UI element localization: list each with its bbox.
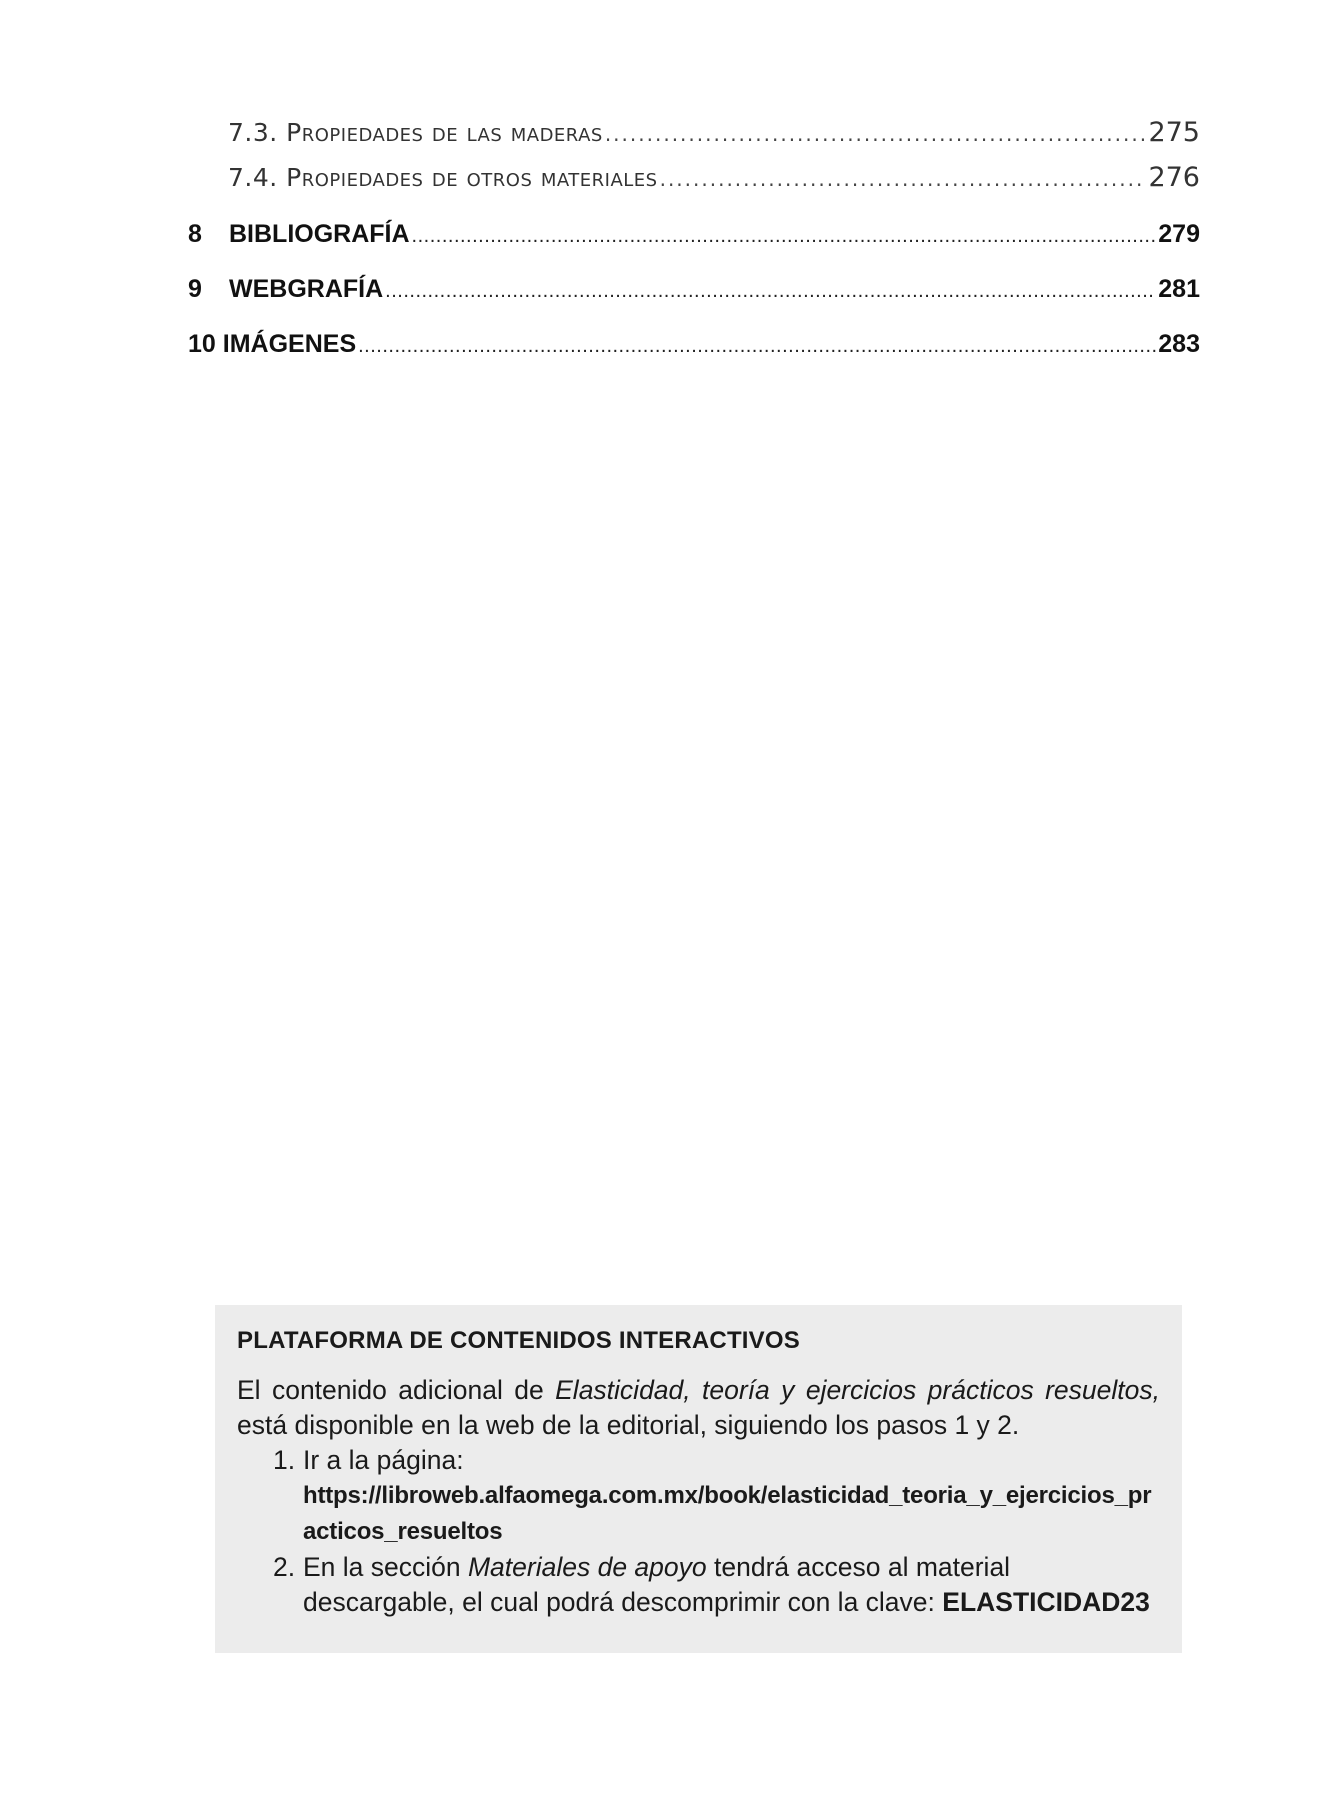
toc-chapter-number: 9 (188, 275, 202, 303)
step-number: 2. (273, 1552, 296, 1582)
toc-chapter-label: BIBLIOGRAFÍA (229, 220, 410, 248)
toc-entry-label: Propiedades de las maderas (286, 118, 603, 147)
toc-chapter-bibliografia[interactable] (188, 220, 1200, 249)
step-number: 1. (273, 1445, 296, 1475)
toc-chapter-label: IMÁGENES (222, 330, 357, 358)
step-2 (237, 1550, 1160, 1620)
toc-page-number: 283 (1158, 330, 1200, 358)
toc-dot-leader (605, 122, 1147, 146)
intro-text-before: El contenido adicional de (237, 1375, 556, 1405)
toc-dot-leader (660, 167, 1147, 191)
toc-page-number: 275 (1148, 117, 1200, 148)
step-1 (237, 1443, 1160, 1550)
toc-chapter-number: 8 (188, 220, 202, 248)
step-1-text: Ir a la página: (303, 1445, 464, 1475)
toc-dot-leader (385, 280, 1156, 303)
toc-dot-leader (358, 335, 1156, 358)
toc-dot-leader (412, 225, 1157, 248)
interactive-content-box (215, 1305, 1182, 1653)
info-box-title: PLATAFORMA DE CONTENIDOS INTERACTIVOS (237, 1327, 800, 1354)
toc-page-number: 276 (1148, 162, 1200, 193)
toc-chapter-webgrafia[interactable] (188, 275, 1200, 304)
toc-entry-label: Propiedades de otros materiales (286, 163, 658, 192)
book-title: Elasticidad, teoría y ejercicios prácticos resueltos, (555, 1375, 1160, 1405)
toc-entry-7-3[interactable] (228, 117, 1200, 148)
toc-page-number: 281 (1158, 275, 1200, 303)
intro-text-after: está disponible en la web de la editorial, siguiendo los pasos 1 y 2. (237, 1410, 1020, 1440)
support-materials-section: Materiales de apoyo (467, 1552, 707, 1582)
toc-chapter-label: WEBGRAFÍA (229, 275, 384, 303)
step-2-text-after: tendrá acceso al material descargable, el cual podrá descomprimir con la clave: (303, 1552, 1011, 1617)
info-box-intro (237, 1373, 1160, 1443)
book-url-link[interactable]: https://libroweb.alfaomega.com.mx/book/elasticidad_teoria_y_ejercicios_practicos_resueltos (303, 1482, 1152, 1545)
info-steps-list (237, 1443, 1160, 1620)
toc-entry-7-4[interactable] (228, 162, 1200, 193)
toc-chapter-imagenes[interactable] (188, 330, 1200, 359)
toc-page-number: 279 (1158, 220, 1200, 248)
toc-chapter-number: 10 (188, 330, 216, 358)
download-key: ELASTICIDAD23 (942, 1587, 1150, 1617)
toc-entry-number: 7.4. (228, 163, 278, 192)
toc-entry-number: 7.3. (228, 118, 278, 147)
step-2-text-before: En la sección (303, 1552, 468, 1582)
